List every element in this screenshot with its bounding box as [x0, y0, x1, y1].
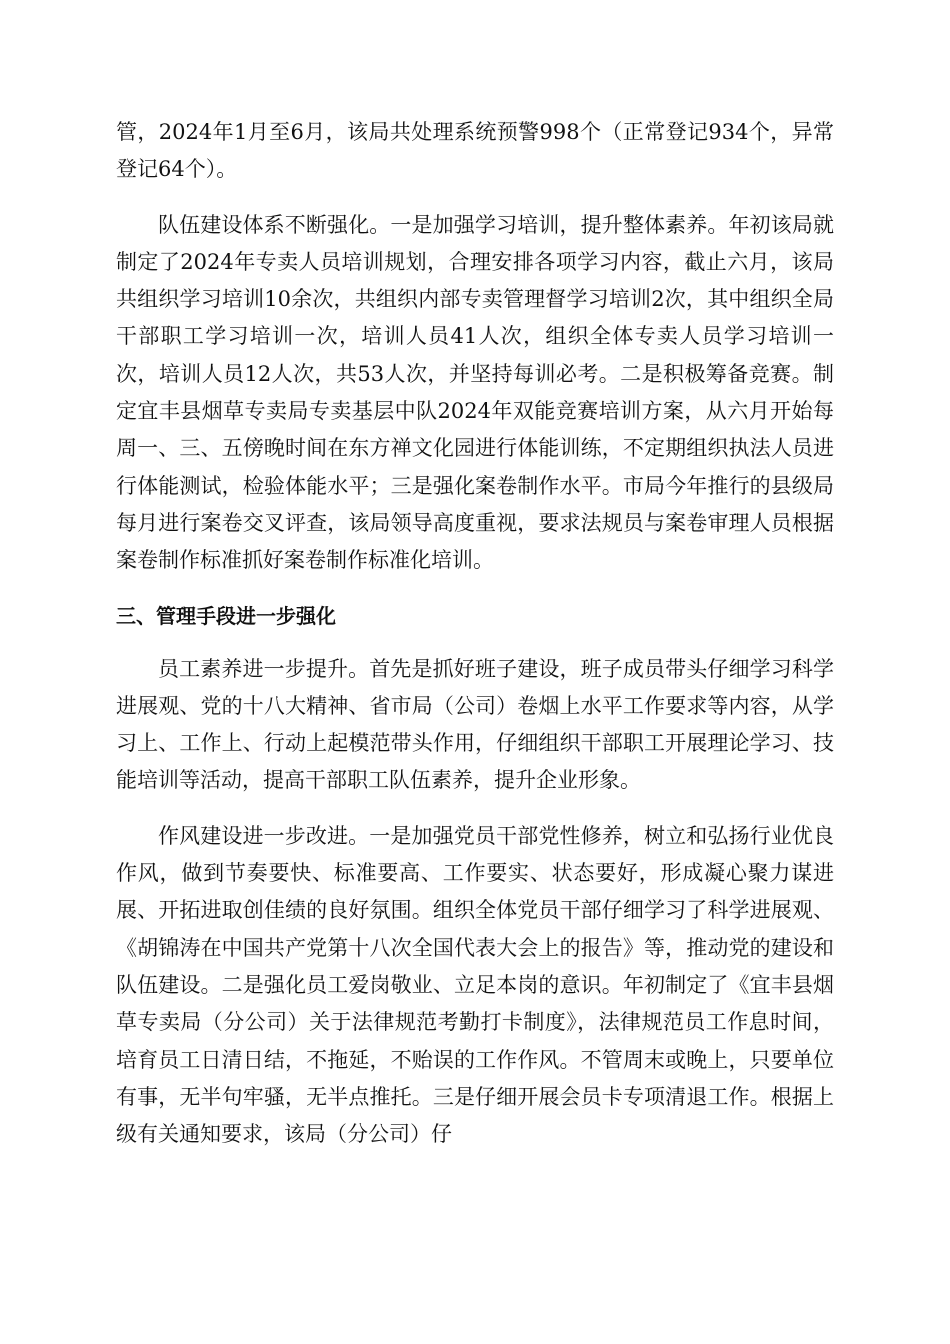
paragraph-work-style: 作风建设进一步改进。一是加强党员干部党性修养，树立和弘扬行业优良作风，做到节奏要快、标准要高、工作要实、状态要好，形成凝心聚力谋进展、开拓进取创佳绩的良好氛围。组织全体党员干部仔细学习了科学进展观、《胡锦涛在中国共产党第十八次全国代表大会上的报告》等，推动党的建设和队伍建设。二是强化员工爱岗敬业、立足本岗的意识。年初制定了《宜丰县烟草专卖局（分公司）关于法律规范考勤打卡制度》，法律规范员工作息时间，培育员工日清日结，不拖延，不贻误的工作作风。不管周末或晚上，只要单位有事，无半句牢骚，无半点推托。三是仔细开展会员卡专项清退工作。根据上级有关通知要求，该局（分公司）仔 [116, 823, 834, 1147]
section-heading: 三、管理手段进一步强化 [116, 603, 336, 628]
document-page [116, 114, 834, 1171]
paragraph-team-building: 队伍建设体系不断强化。一是加强学习培训，提升整体素养。年初该局就制定了2024年专卖人员培训规划，合理安排各项学习内容，截止六月，该局共组织学习培训10余次，共组织内部专卖管理督学习培训2次，其中组织全局干部职工学习培训一次，培训人员41人次，组织全体专卖人员学习培训一次，培训人员12人次，共53人次，并坚持每训必考。二是积极筹备竞赛。制定宜丰县烟草专卖局专卖基层中队2024年双能竞赛培训方案，从六月开始每周一、三、五傍晚时间在东方禅文化园进行体能训练，不定期组织执法人员进行体能测试，检验体能水平；三是强化案卷制作水平。市局今年推行的县级局每月进行案卷交叉评查，该局领导高度重视，要求法规员与案卷审理人员根据案卷制作标准抓好案卷制作标准化培训。 [116, 212, 834, 573]
paragraph-staff-quality: 员工素养进一步提升。首先是抓好班子建设，班子成员带头仔细学习科学进展观、党的十八大精神、省市局（公司）卷烟上水平工作要求等内容，从学习上、工作上、行动上起模范带头作用，仔细组织干部职工开展理论学习、技能培训等活动，提高干部职工队伍素养，提升企业形象。 [116, 656, 834, 793]
paragraph-warning-stats: 管，2024年1月至6月，该局共处理系统预警998个（正常登记934个，异常登记64个）。 [116, 120, 834, 182]
